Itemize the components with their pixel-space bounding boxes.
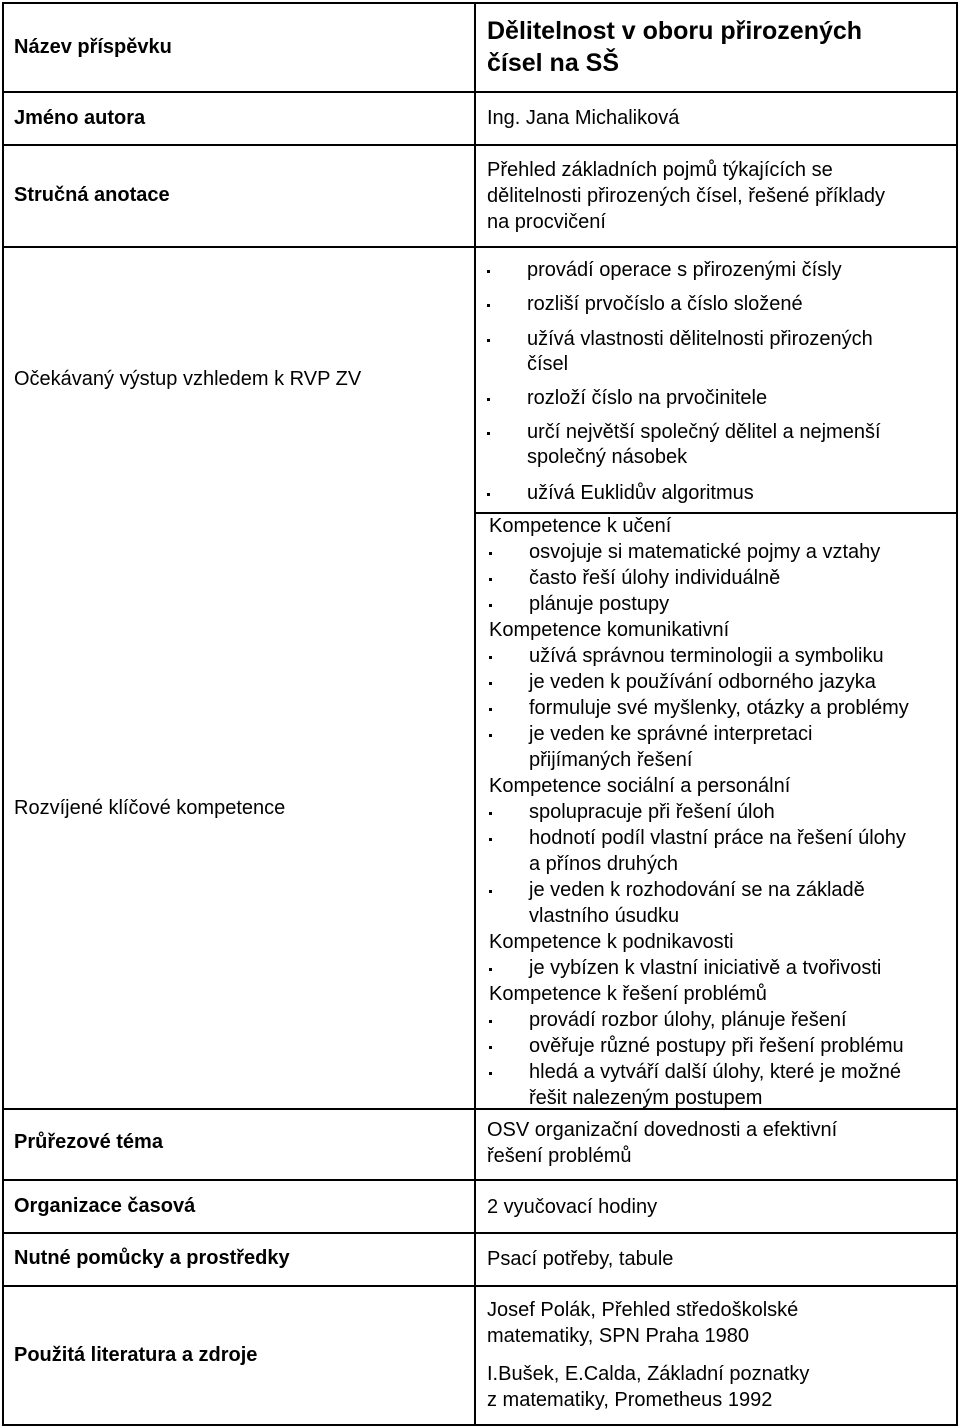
- literature-1-line-1: Josef Polák, Přehled středoškolské: [487, 1299, 799, 1321]
- label-nazev: Název příspěvku: [14, 36, 172, 58]
- bullet-marker-icon: [489, 968, 492, 971]
- competence-item: řešit nalezeným postupem: [529, 1087, 763, 1109]
- annotation-line-2: dělitelnosti přirozených čísel, řešené příklady: [487, 185, 885, 207]
- label-ocekavany-vystup: Očekávaný výstup vzhledem k RVP ZV: [14, 368, 362, 390]
- bullet-marker-icon: [489, 1020, 492, 1023]
- bullet-marker-icon: [487, 270, 490, 273]
- competence-item: spolupracuje při řešení úloh: [529, 801, 775, 823]
- outcome-item: užívá Euklidův algoritmus: [527, 482, 754, 504]
- outcome-item: určí největší společný dělitel a nejmenší: [527, 421, 881, 443]
- bullet-marker-icon: [487, 432, 490, 435]
- competence-item: provádí rozbor úlohy, plánuje řešení: [529, 1009, 847, 1031]
- bullet-marker-icon: [489, 838, 492, 841]
- competence-item: je veden ke správné interpretaci: [529, 723, 813, 745]
- literature-2-line-2: z matematiky, Prometheus 1992: [487, 1389, 773, 1411]
- label-prurezove-tema: Průřezové téma: [14, 1131, 163, 1153]
- competence-item: a přínos druhých: [529, 853, 678, 875]
- time-organization: 2 vyučovací hodiny: [487, 1196, 658, 1218]
- competence-item: formuluje své myšlenky, otázky a problémy: [529, 697, 909, 719]
- annotation-line-3: na procvičení: [487, 211, 606, 233]
- outcome-item: užívá vlastnosti dělitelnosti přirozených: [527, 328, 873, 350]
- bullet-marker-icon: [489, 656, 492, 659]
- label-jmeno-autora: Jméno autora: [14, 107, 146, 129]
- competence-item: vlastního úsudku: [529, 905, 680, 927]
- bullet-marker-icon: [489, 812, 492, 815]
- author-name: Ing. Jana Michaliková: [487, 107, 680, 129]
- competence-item: osvojuje si matematické pojmy a vztahy: [529, 541, 881, 563]
- outcome-item: rozloží číslo na prvočinitele: [527, 387, 768, 409]
- bullet-marker-icon: [489, 682, 492, 685]
- competence-item: hodnotí podíl vlastní práce na řešení úlohy: [529, 827, 906, 849]
- outcome-item: provádí operace s přirozenými čísly: [527, 259, 842, 281]
- literature-2-line-1: I.Bušek, E.Calda, Základní poznatky: [487, 1363, 810, 1385]
- bullet-marker-icon: [489, 1046, 492, 1049]
- competence-item: přijímaných řešení: [529, 749, 693, 771]
- competence-item: hledá a vytváří další úlohy, které je možné: [529, 1061, 902, 1083]
- bullet-marker-icon: [487, 304, 490, 307]
- bullet-marker-icon: [489, 708, 492, 711]
- bullet-marker-icon: [487, 398, 490, 401]
- competence-item: je vybízen k vlastní iniciativě a tvořivosti: [529, 957, 882, 979]
- competence-heading: Kompetence komunikativní: [489, 619, 730, 641]
- bullet-marker-icon: [489, 552, 492, 555]
- cross-topic-line-1: OSV organizační dovednosti a efektivní: [487, 1119, 838, 1141]
- competence-item: užívá správnou terminologii a symboliku: [529, 645, 884, 667]
- bullet-marker-icon: [489, 1072, 492, 1075]
- competence-item: je veden k používání odborného jazyka: [529, 671, 876, 693]
- literature-1-line-2: matematiky, SPN Praha 1980: [487, 1325, 749, 1347]
- cross-topic-line-2: řešení problémů: [487, 1145, 632, 1167]
- label-klicove-kompetence: Rozvíjené klíčové kompetence: [14, 797, 286, 819]
- outcome-item: čísel: [527, 353, 569, 375]
- label-organizace-casova: Organizace časová: [14, 1195, 196, 1217]
- competence-item: často řeší úlohy individuálně: [529, 567, 781, 589]
- label-nutne-pomucky: Nutné pomůcky a prostředky: [14, 1247, 290, 1269]
- document-title-line-1: Dělitelnost v oboru přirozených: [487, 17, 863, 45]
- label-anotace: Stručná anotace: [14, 184, 170, 206]
- bullet-marker-icon: [489, 604, 492, 607]
- competence-heading: Kompetence sociální a personální: [489, 775, 791, 797]
- competence-heading: Kompetence k podnikavosti: [489, 931, 734, 953]
- competence-heading: Kompetence k řešení problémů: [489, 983, 767, 1005]
- document-title-line-2: čísel na SŠ: [487, 49, 620, 77]
- outcome-item: rozliší prvočíslo a číslo složené: [527, 293, 803, 315]
- bullet-marker-icon: [489, 890, 492, 893]
- competence-item: plánuje postupy: [529, 593, 670, 615]
- bullet-marker-icon: [489, 734, 492, 737]
- bullet-marker-icon: [487, 493, 490, 496]
- required-tools: Psací potřeby, tabule: [487, 1248, 674, 1270]
- competence-item: ověřuje různé postupy při řešení problému: [529, 1035, 904, 1057]
- annotation-line-1: Přehled základních pojmů týkajících se: [487, 159, 833, 181]
- competence-item: je veden k rozhodování se na základě: [529, 879, 865, 901]
- competence-heading: Kompetence k učení: [489, 515, 672, 537]
- outcome-item: společný násobek: [527, 446, 688, 468]
- bullet-marker-icon: [489, 578, 492, 581]
- bullet-marker-icon: [487, 339, 490, 342]
- label-literatura: Použitá literatura a zdroje: [14, 1344, 258, 1366]
